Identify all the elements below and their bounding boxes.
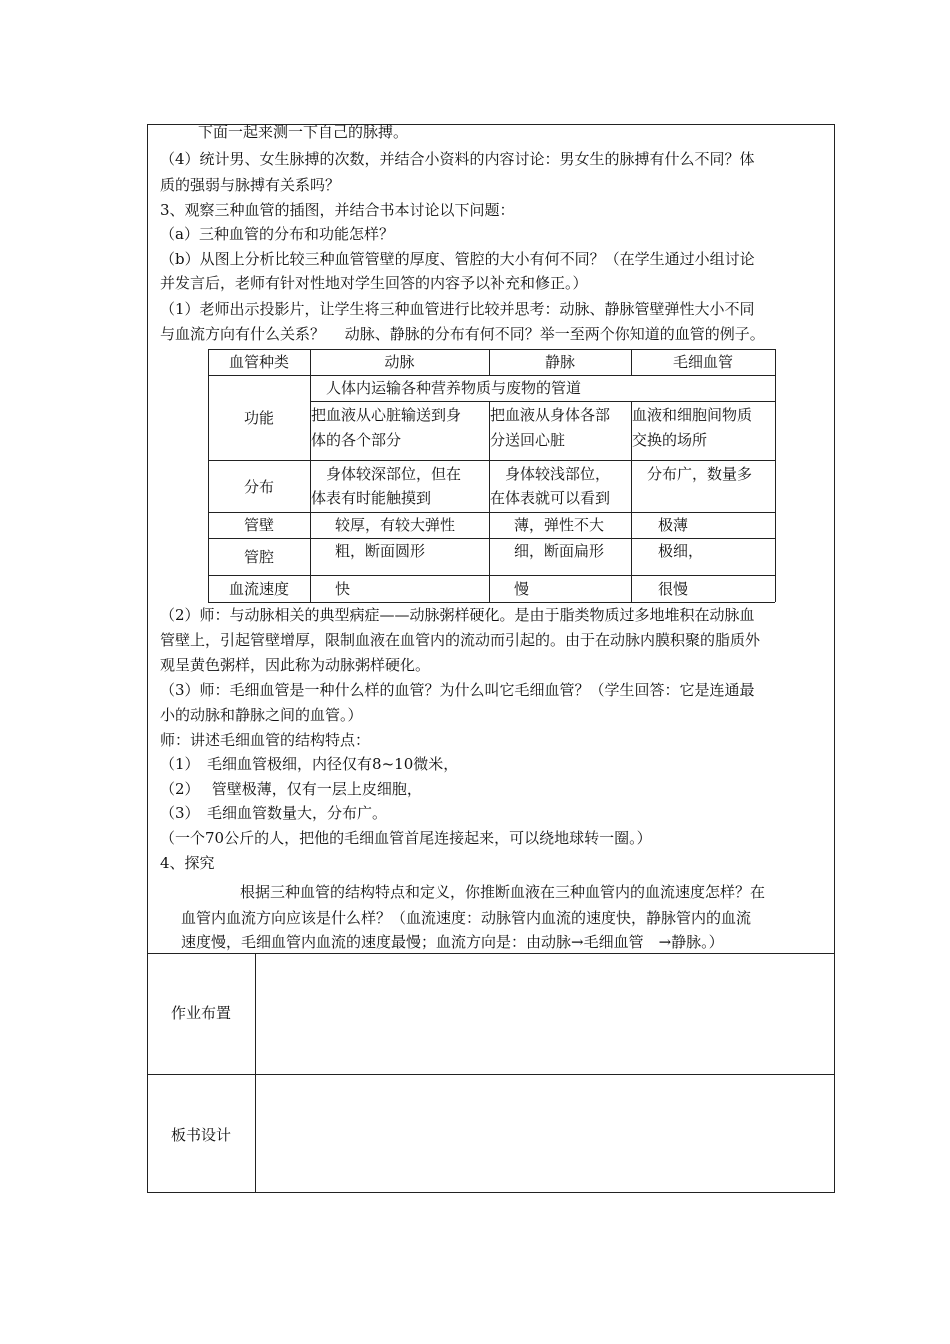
body-line: 与血流方向有什么关系？ 动脉、静脉的分布有何不同？举一至两个你知道的血管的例子。 — [160, 325, 765, 343]
body-line: （2）师：与动脉相关的典型病症——动脉粥样硬化。是由于脂类物质过多地堆积在动脉血 — [160, 606, 755, 624]
homework-label: 作业布置 — [170, 1004, 231, 1022]
body-line: （b）从图上分析比较三种血管管壁的厚度、管腔的大小有何不同？（在学生通过小组讨论 — [160, 250, 755, 268]
row-label-lumen: 管腔 — [243, 548, 274, 566]
board-design-label: 板书设计 — [170, 1126, 231, 1144]
wall-vein: 薄，弹性不大 — [514, 516, 605, 534]
distribution-artery: 体表有时能触摸到 — [311, 489, 432, 507]
table-header: 毛细血管 — [672, 353, 733, 371]
body-line: 小的动脉和静脉之间的血管。） — [160, 706, 363, 724]
body-line: （2） 管壁极薄，仅有一层上皮细胞， — [160, 780, 422, 798]
distribution-vein: 身体较浅部位， — [490, 465, 611, 483]
function-capillary: 血液和细胞间物质 — [632, 406, 753, 424]
body-line: （4）统计男、女生脉搏的次数，并结合小资料的内容讨论：男女生的脉搏有什么不同？体 — [160, 150, 755, 168]
speed-vein: 慢 — [514, 580, 530, 598]
function-capillary: 交换的场所 — [632, 431, 708, 449]
distribution-capillary: 分布广，数量多 — [632, 465, 753, 483]
explore-line: 速度慢，毛细血管内血流的速度最慢；血流方向是：由动脉→毛细血管 →静脉。） — [181, 933, 724, 951]
row-label-function: 功能 — [243, 409, 274, 427]
body-line: （一个70公斤的人，把他的毛细血管首尾连接起来，可以绕地球转一圈。） — [160, 829, 652, 847]
function-vein: 分送回心脏 — [490, 431, 566, 449]
body-line: （3） 毛细血管数量大，分布广。 — [160, 804, 388, 822]
table-header: 血管种类 — [228, 353, 289, 371]
explore-line: 根据三种血管的结构特点和定义，你推断血液在三种血管内的血流速度怎样？在 — [240, 883, 766, 901]
body-line: （a）三种血管的分布和功能怎样？ — [160, 225, 394, 243]
body-line: （1）老师出示投影片，让学生将三种血管进行比较并思考：动脉、静脉管壁弹性大小不同 — [160, 300, 755, 318]
lumen-capillary: 极细， — [658, 542, 704, 560]
table-header: 静脉 — [544, 353, 575, 371]
body-line: （3）师：毛细血管是一种什么样的血管？为什么叫它毛细血管？（学生回答：它是连通最 — [160, 681, 755, 699]
row-label-distribution: 分布 — [243, 478, 274, 496]
lumen-artery: 粗，断面圆形 — [335, 542, 426, 560]
body-line: 管壁上，引起管壁增厚，限制血液在血管内的流动而引起的。由于在动脉内膜积聚的脂质外 — [160, 631, 761, 649]
body-line: 4、探究 — [160, 854, 215, 872]
distribution-vein: 在体表就可以看到 — [490, 489, 611, 507]
homework-cell[interactable] — [256, 954, 834, 1074]
board-design-cell[interactable] — [256, 1075, 834, 1192]
body-line: 并发言后，老师有针对性地对学生回答的内容予以补充和修正。） — [160, 274, 588, 292]
row-label-speed: 血流速度 — [228, 580, 289, 598]
table-header: 动脉 — [384, 353, 415, 371]
body-line: 观呈黄色粥样，因此称为动脉粥样硬化。 — [160, 656, 431, 674]
body-line: 质的强弱与脉搏有关系吗？ — [160, 176, 341, 194]
body-line: 下面一起来测一下自己的脉搏。 — [198, 123, 409, 141]
function-vein: 把血液从身体各部 — [490, 406, 611, 424]
body-line: 3、观察三种血管的插图，并结合书本讨论以下问题： — [160, 201, 515, 219]
wall-capillary: 极薄 — [658, 516, 689, 534]
function-common: 人体内运输各种营养物质与废物的管道 — [326, 379, 582, 397]
speed-capillary: 很慢 — [658, 580, 689, 598]
distribution-artery: 身体较深部位，但在 — [311, 465, 462, 483]
lumen-vein: 细，断面扁形 — [514, 542, 605, 560]
function-artery: 把血液从心脏输送到身 — [311, 406, 462, 424]
function-artery: 体的各个部分 — [311, 431, 402, 449]
explore-line: 血管内血流方向应该是什么样？（血流速度：动脉管内血流的速度快，静脉管内的血流 — [181, 909, 752, 927]
body-line: 师：讲述毛细血管的结构特点： — [160, 731, 371, 749]
body-line: （1） 毛细血管极细，内径仅有8~10微米， — [160, 755, 459, 773]
speed-artery: 快 — [335, 580, 351, 598]
wall-artery: 较厚，有较大弹性 — [335, 516, 456, 534]
row-label-wall: 管壁 — [243, 516, 274, 534]
